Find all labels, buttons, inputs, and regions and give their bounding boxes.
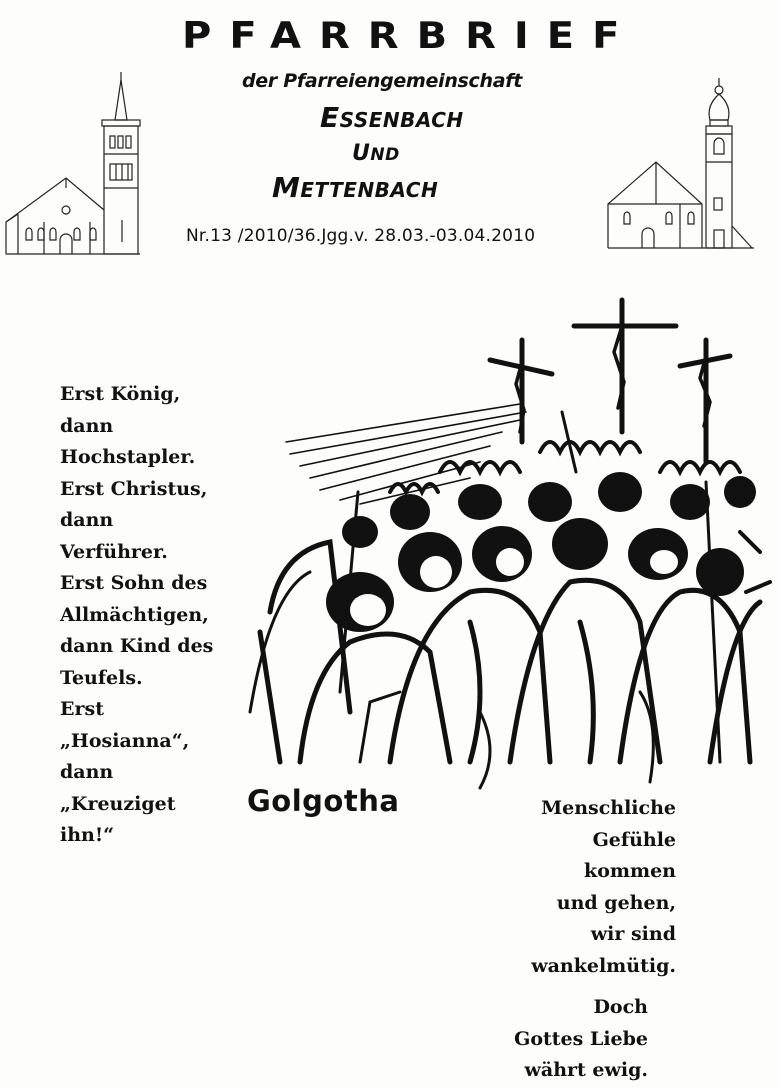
poem-line: währt ewig. <box>524 1059 648 1081</box>
poem-line: Erst Sohn des <box>60 572 208 594</box>
illustration-caption: Golgotha <box>247 784 400 818</box>
issue-info: Nr.13 /2010/36.Jgg.v. 28.03.-03.04.2010 <box>186 226 536 246</box>
parish2-rest: ETTENBACH <box>300 178 439 202</box>
left-poem <box>60 379 235 852</box>
crucifixion-crowd-icon <box>240 292 776 792</box>
poem-line: Doch <box>593 996 648 1018</box>
connector-initial: U <box>352 141 371 166</box>
poem-line: Menschliche <box>541 797 676 819</box>
church-right-icon <box>606 76 758 254</box>
poem-line: „Kreuziget <box>60 792 176 815</box>
poem-line: Verführer. <box>60 540 168 563</box>
poem-line: Erst Christus, <box>60 477 208 500</box>
newsletter-subtitle: der Pfarreiengemeinschaft <box>242 70 523 92</box>
poem-line: Gefühle <box>592 828 676 851</box>
poem-line: kommen <box>584 860 676 882</box>
poem-line: und gehen, <box>556 891 676 914</box>
parish1-initial: E <box>320 101 340 134</box>
poem-line: Erst König, <box>60 383 181 405</box>
poem-line: dann Kind des <box>60 635 214 657</box>
poem-line: dann <box>60 509 114 531</box>
stanza-gap <box>436 982 676 992</box>
poem-line: Gottes Liebe <box>514 1027 648 1050</box>
poem-line: Erst <box>60 698 104 720</box>
parish-name-essenbach <box>320 101 464 134</box>
poem-line: „Hosianna“, <box>60 729 190 752</box>
parish-connector <box>352 141 400 166</box>
parish1-rest: SSENBACH <box>339 108 464 132</box>
church-left-icon <box>4 70 144 256</box>
poem-line: Teufels. <box>60 666 143 689</box>
poem-line: dann <box>60 414 114 437</box>
poem-line: dann <box>60 761 114 783</box>
poem-line: ihn!“ <box>60 824 115 846</box>
poem-line: wir sind <box>590 923 676 945</box>
poem-line: Hochstapler. <box>60 446 196 468</box>
connector-rest: ND <box>370 145 400 165</box>
poem-line: Allmächtigen, <box>60 603 209 626</box>
newsletter-title: PFARRBRIEF <box>182 14 638 58</box>
right-poem <box>436 793 676 1087</box>
parish2-initial: M <box>272 171 301 204</box>
parish-name-mettenbach <box>272 171 438 204</box>
poem-line: wankelmütig. <box>531 954 676 977</box>
